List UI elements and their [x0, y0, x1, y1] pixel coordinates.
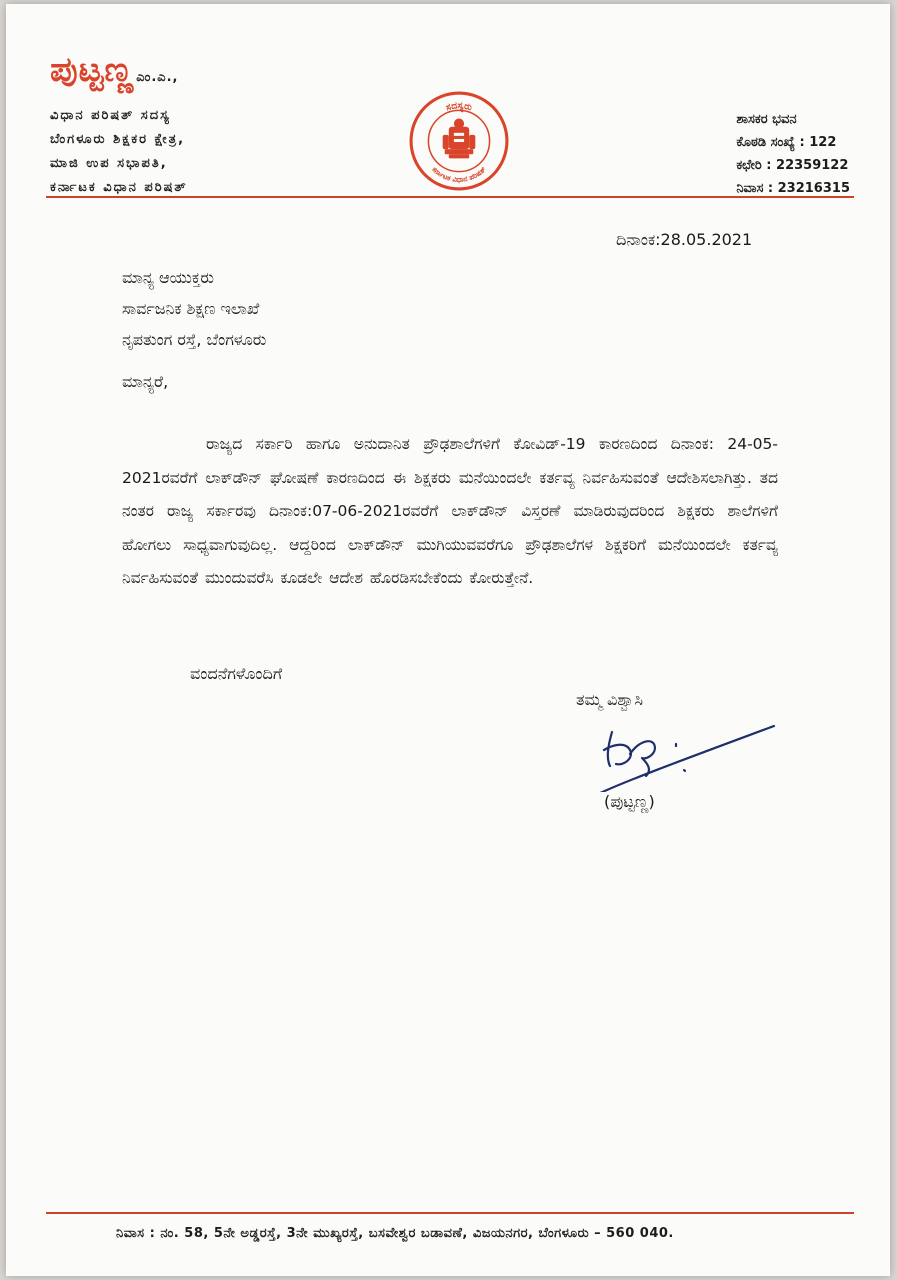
closing-line: ವಂದನೆಗಳೊಂದಿಗೆ [190, 664, 283, 683]
designation-line: ಕರ್ನಾಟಕ ವಿಧಾನ ಪರಿಷತ್ [50, 180, 188, 195]
addressee-line: ಮಾನ್ಯ ಆಯುಕ್ತರು [122, 268, 214, 287]
designation-line: ಬೆಂಗಳೂರು ಶಿಕ್ಷಕರ ಕ್ಷೇತ್ರ, [50, 132, 186, 147]
contact-line: ಕಛೇರಿ : 22359122 [736, 158, 849, 173]
addressee-block [122, 262, 266, 355]
letter-body: ರಾಜ್ಯದ ಸರ್ಕಾರಿ ಹಾಗೂ ಅನುದಾನಿತ ಪ್ರೌಢಶಾಲೆಗಳಿಗೆ ಕೋವಿಡ್-19 ಕಾರಣದಿಂದ ದಿನಾಂಕ: 24-05-2021ರವರೆಗೆ ಲಾಕ್‌ಡೌನ್ ಘೋಷಣೆ ಕಾರಣದಿಂದ ಈ ಶಿಕ್ಷಕರು ಮನೆಯಿಂದಲೇ ಕರ್ತವ್ಯ ನಿರ್ವಹಿಸುವಂತೆ ಆದೇಶಿಸಲಾಗಿತ್ತು. ತದ ನಂತರ ರಾಜ್ಯ ಸರ್ಕಾರವು ದಿನಾಂಕ:07-06-2021ರವರೆಗೆ ಲಾಕ್‌ಡೌನ್ ವಿಸ್ತರಣೆ ಮಾಡಿರುವುದರಿಂದ ಶಿಕ್ಷಕರು ಶಾಲೆಗಳಿಗೆ ಹೋಗಲು ಸಾಧ್ಯವಾಗುವುದಿಲ್ಲ. ಆದ್ದರಿಂದ ಲಾಕ್‌ಡೌನ್ ಮುಗಿಯುವವರೆಗೂ ಪ್ರೌಢಶಾಲೆಗಳ ಶಿಕ್ಷಕರಿಗೆ ಮನೆಯಿಂದಲೇ ಕರ್ತವ್ಯ ನಿರ್ವಹಿಸುವಂತೆ ಮುಂದುವರೆಸಿ ಕೂಡಲೇ ಆದೇಶ ಹೊರಡಿಸಬೇಕೆಂದು ಕೋರುತ್ತೇನೆ. [122, 435, 778, 587]
footer-divider [46, 1212, 854, 1214]
council-seal-emblem [408, 90, 510, 192]
seal-bottom-text: ಕರ್ನಾಟಕ ವಿಧಾನ ಪರಿಷತ್ [430, 164, 488, 184]
addressee-line: ನೃಪತುಂಗ ರಸ್ತೆ, ಬೆಂಗಳೂರು [122, 330, 267, 349]
seal-top-text: ಸದಸ್ಯರು [444, 100, 474, 114]
designation-line: ವಿಧಾನ ಪರಿಷತ್ ಸದಸ್ಯ [50, 108, 171, 123]
letterhead-designation [50, 104, 188, 200]
contact-line: ನಿವಾಸ : 23216315 [736, 181, 850, 196]
contact-line: ಕೊಠಡಿ ಸಂಖ್ಯೆ : 122 [736, 135, 837, 150]
letterhead-name-text: ಪುಟ್ಟಣ್ಣ [50, 50, 135, 90]
header-divider [46, 196, 854, 198]
letter-sheet [6, 4, 890, 1276]
handwritten-signature [568, 714, 788, 792]
addressee-line: ಸಾರ್ವಜನಿಕ ಶಿಕ್ಷಣ ಇಲಾಖೆ [122, 299, 260, 318]
signatory-name: (ಪುಟ್ಟಣ್ಣ) [604, 792, 655, 811]
salutation: ಮಾನ್ಯರೆ, [122, 372, 169, 391]
designation-line: ಮಾಜಿ ಉಪ ಸಭಾಪತಿ, [50, 156, 168, 171]
letterhead-name [50, 50, 179, 90]
yours-faithfully: ತಮ್ಮ ವಿಶ್ವಾಸಿ [576, 690, 644, 709]
letter-date: ದಿನಾಂಕ:28.05.2021 [616, 230, 753, 249]
contact-line: ಶಾಸಕರ ಭವನ [736, 112, 797, 127]
letterhead-contact [736, 108, 850, 200]
footer-address: ನಿವಾಸ : ನಂ. 58, 5ನೇ ಅಡ್ಡರಸ್ತೆ, 3ನೇ ಮುಖ್ಯರಸ್ತೆ, ಬಸವೇಶ್ವರ ಬಡಾವಣೆ, ವಿಜಯನಗರ, ಬೆಂಗಳೂರು – 560 040. [116, 1226, 674, 1241]
letterhead-degree: ಎಂ.ಎ., [136, 70, 179, 85]
